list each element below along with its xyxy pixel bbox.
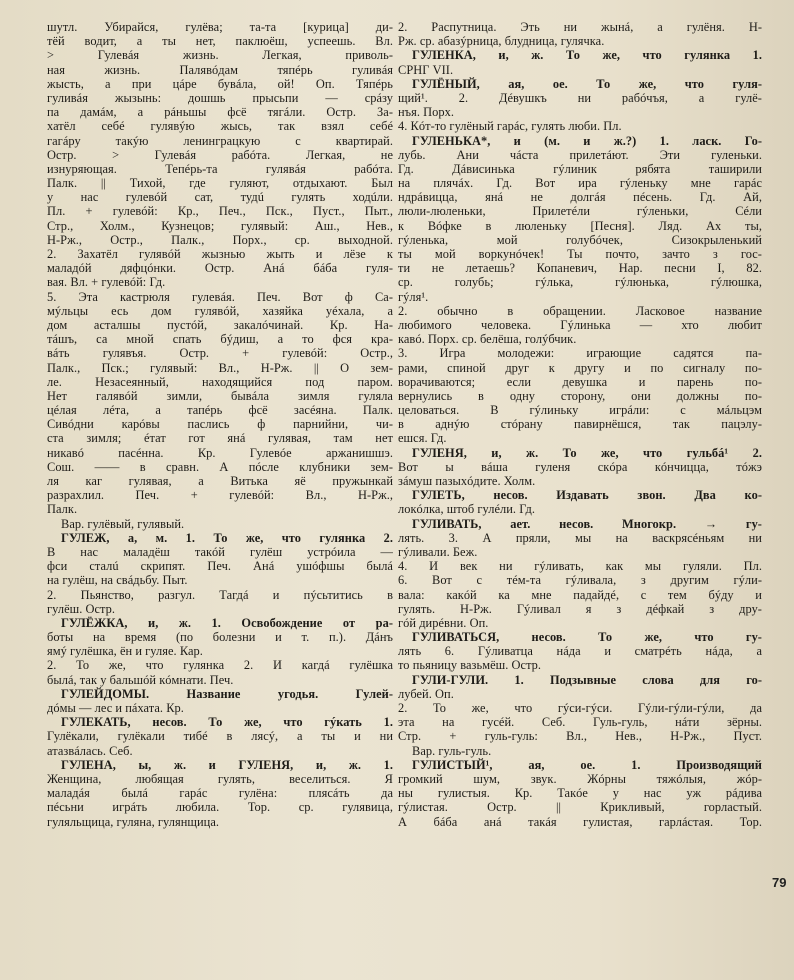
text-line: на плячáх. Гд. Вот ира гýленьку мне гарáс [398,176,762,191]
right-column [398,20,762,829]
text-line: дóмы — лес и пáхата. Кр. [47,701,184,715]
text-line: громкий шум, звук. Жóрны тяжóлыя, жóр- [398,771,762,786]
text-line: ворачиваются; если девушка и парень по- [398,374,762,389]
text-line: лубь. Ани чáста прилетáют. Эти гуленьки. [398,147,762,162]
text-line: ямý гулёшка, ён и гуляе. Кар. [47,644,203,659]
text-line: па дамáм, а рáньшы фсё тягáли. Остр. За- [47,105,393,120]
text-line: зáмуш пазыхóдите. Холм. [398,474,536,488]
text-line: 6. Вот с тéм-та гýливала, з другим гýли- [398,573,762,588]
text-line: тáшъ, са мной спать бýдиш, а то фся кра- [47,332,393,347]
text-line: шутл. Убирайся, гулёва; та-та [курица] ди- [47,20,393,34]
entry-headword-line: ГУЛЕНКА, и, ж. То же, что гулянка 1. [412,48,762,63]
text-line: изнуряющая. Тепéрь-та гулявáя рабóта. [47,161,393,176]
entry-headword-line: ГУЛЕКАТЬ, несов. То же, что гýкать 1. [61,715,393,730]
text-line: к Вóфке в люленьку [Песня]. Ляд. Ах ты, [398,218,762,233]
text-line: вáть гулявъя. Остр. + гулевóй: Остр., [47,346,393,361]
text-line: ндрáвицца, янá не долгáя пéсень. Гд. Ай, [398,190,762,205]
text-line: Сивóдни карóвы паслись ф парнийни, чи- [47,417,393,432]
text-line: на гулёш, на свáдьбу. Пыт. [47,573,188,588]
text-line: гулёш. Остр. [47,601,116,616]
text-line: никавó пасéнна. Кр. Гулевóе аржанишшэ. [47,445,393,460]
text-line: Стр., Холм., Кузнецов; гулявый: Аш., Нев., [47,218,393,233]
entry-headword-line: ГУЛЕНЯ, и, ж. То же, что гульбá¹ 2. [412,445,762,460]
text-line: 4. Кóт-то гулёный гарáс, гулять люби. Пл. [398,119,622,134]
text-line: гагáру такýю ленинграцкую с квартирай. [47,133,393,148]
text-line: гýливали. Беж. [398,544,478,559]
text-line: Рж. ср. абазýрница, блудница, гулячка. [398,34,605,49]
entry-headword-line: ГУЛЁНЫЙ, ая, ое. То же, что гуля- [412,76,762,91]
text-line: былá, так у бальшóй кóмнати. Печ. [47,672,234,687]
text-line: ср. голубь; гýлька, гýлюнька, гýлюшка, [398,275,762,290]
text-line: Женщина, любящая гулять, веселиться. Я [47,771,393,786]
text-line: вая. Вл. + гулевóй: Гд. [47,275,166,290]
text-line: маладáя былá гарáс гулёна: плясáть да [47,786,393,801]
text-line: 2. обычно в обращении. Ласковое название [398,303,762,318]
text-line: любимого человека. Гýлинька — хто любит [398,317,762,332]
text-line: кавó. Порх. ср. белёша, голýбчик. [398,332,577,347]
text-line: ная жизнь. Палявóдам тяпéрь гуливáя [47,62,393,77]
text-line: Вот ы вáша гуленя скóра кóнчицца, тóжэ [398,459,762,474]
text-line: рами, спиной друг к другу и по сигналу по- [398,360,762,375]
text-line: Остр. > Гулевáя рабóта. Легкая, не [47,147,393,162]
text-line: маладóй дяфцóнки. Остр. Анá бáба гуля- [47,261,393,276]
text-line: гуливáя жызынь: дошшь прысьпи — срáзу [47,90,393,105]
text-line: люли-люленьки, Прилетéли гýленьки, Сéли [398,204,762,219]
text-line: 2. Пьянство, разгул. Тагдá и пýсьтитись в [47,587,393,602]
text-line: хатёл себé гулявýю жысь, так взял себé [47,119,393,134]
text-line: лубей. Оп. [398,686,454,701]
text-line: щий¹. 2. Дéвушкъ ни рабóчъя, а гулё- [398,90,762,105]
text-line: Н-Рж., Остр., Палк., Порх., ср. выходной. [47,232,393,247]
text-line: ешся. Гд. [398,431,447,446]
text-line: гуляльщица, гуляна, гулянщица. [47,814,220,829]
entry-headword-line: ГУЛИСТЫЙ¹, ая, ое. 1. Производящий [412,757,762,772]
text-line: у нас гулевóй сат, тудú гулять ходúли. [47,190,393,205]
text-line: Гулёкали, гулёкали тибé в лясý, а ты и ни [47,729,393,744]
text-line: разрахлил. Печ. + гулевóй: Вл., Н-Рж., [47,488,393,503]
text-line: 5. Эта кастрюля гулевáя. Печ. Вот ф Са- [47,289,393,304]
text-line: > Гулевáя жизнь. Легкая, приволь- [47,48,393,63]
text-line: пéсьни игрáть любила. Тор. ср. гулявица, [47,800,393,815]
entry-headword-line: ГУЛЕНА, ы, ж. и ГУЛЕНЯ, и, ж. 1. [61,757,393,772]
text-line: ста зимля; éтат гот янá гулявая, там нет [47,431,393,446]
entry-headword-line: ГУЛЕТЬ, несов. Издавать звон. Два ко- [412,488,762,503]
entry-headword-line: ГУЛЕНЬКА*, и (м. и ж.?) 1. ласк. Го- [412,133,762,148]
text-line: вала: какóй ка мне падайдé, с тем бýду и [398,587,762,602]
left-column [47,20,393,829]
text-line: Палк. [47,502,78,517]
text-line: цéлая лéта, а тапéрь фсё засéяна. Палк. [47,403,393,418]
text-line: Стр. + гуль-гуль: Вл., Нев., Н-Рж., Пуст. [398,729,762,744]
text-line: ля каг гулявая, а Витька яё пружынкай [47,474,393,488]
text-line: Нет галявóй зимли, бывáла зимля гуляла [47,388,393,403]
text-line: Вар. гуль-гуль. [412,743,492,758]
text-line: гулять. Н-Рж. Гýливал я з дéфкай з дру- [398,601,762,616]
text-line: тёй водит, а ты нет, паклюёш, успеешь. Вл. [47,34,393,49]
text-line: в аднýю стóрану павирнёшся, так пацэлу- [398,417,762,432]
text-line: ны гулистыя. Кр. Такóе у нас уж рáдива [398,786,762,801]
text-line: Пл. + гулевóй: Кр., Печ., Пск., Пуст., Пыт., [47,204,393,219]
text-line: ти не летаешь? Копаневич, Нар. песни I, 82. [398,261,762,276]
text-line: 3. Игра молодежи: играющие садятся па- [398,346,762,361]
text-line: Палк., Пск.; гулявый: Вл., Н-Рж. || О зем- [47,360,393,375]
text-line: Гд. Дáвисинька гýлиник рябята таширили [398,161,762,176]
text-line: целоваться. В гýлиньку игрáли: с мáльцэм [398,403,762,418]
text-line: жысть, а при цáре бувáла, ой! Оп. Тяпéрь [47,76,393,91]
text-line: ты мой воркунóчек! Ты почто, зачто з гос- [398,247,762,261]
entry-headword-line: ГУЛЁЖКА, и, ж. 1. Освобождение от ра- [61,615,393,630]
entry-headword-line: ГУЛИ-ГУЛИ. 1. Подзывные слова для го- [412,672,762,687]
text-line: А бáба анá такáя гулистая, гарлáстая. Тор. [398,814,762,829]
text-line: фси сталú скрипят. Печ. Анá ушóфшы былá [47,559,393,574]
text-line: локóлка, штоб гулéли. Гд. [398,502,536,517]
text-line: гýлистая. Остр. || Крикливый, горластый. [398,800,762,815]
text-line: 4. И век ни гýливать, как мы гуляли. Пл. [398,559,762,574]
text-line: Палк. || Тихой, где гуляют, отдыхают. Был [47,176,393,191]
text-line: лять 6. Гýливатца нáда и сматрéть нáда, а [398,644,762,659]
entry-headword-line: ГУЛЕЙДОМЫ. Название угодья. Гулей- [61,686,393,701]
entry-headword-line: ГУЛИВАТЬСЯ, несов. То же, что гу- [412,630,762,645]
text-line: 2. То же, что гулянка 2. И кагдá гулёшка [47,658,393,673]
text-line: вернулись в одну сторону, они должны по- [398,388,762,403]
text-line: 2. Захатёл гулявóй жызнью жыть и лёзе к [47,247,393,261]
text-line: гýля¹. [398,289,429,304]
text-line: лять. 3. А пряли, мы на васкрясéньям ни [398,530,762,545]
text-line: то пьяницу вазьмёш. Остр. [398,658,542,673]
text-line: гýленька, мой голубóчек, Сизокрыленький [398,232,762,247]
text-line: атазвáлась. Себ. [47,743,133,758]
entry-headword-line: ГУЛИВАТЬ, ает. несов. Многокр. → гу- [412,516,762,531]
text-line: СРНГ VII. [398,62,454,77]
entry-headword-line: ГУЛЕЖ, а, м. 1. То же, что гулянка 2. [61,530,393,545]
text-line: нъя. Порх. [398,105,455,120]
text-line: 2. То же, что гýси-гýси. Гýли-гýли-гýли, да [398,701,762,715]
text-line: В нас маладёш такóй гулёш устрóила — [47,544,393,559]
text-line: Сош. —— в сравн. А пóсле клубники зем- [47,459,393,474]
page-number: 79 [772,875,787,890]
text-line: эта на гусéй. Себ. Гуль-гуль, нáти зёрны. [398,715,762,730]
text-line: 2. Распутница. Эть ни жынá, а гулёня. Н- [398,20,762,34]
text-line: ле. Незасеянный, находящийся под паром. [47,374,393,389]
text-line: гóй дирéвни. Оп. [398,615,489,630]
text-line: Вар. гулёвый, гулявый. [61,516,185,531]
text-line: дом асталшы пустóй, закалóчинай. Кр. На- [47,317,393,332]
text-line: мýльцы есь дом гулявóй, хазяйка уéхала, а [47,303,393,318]
text-line: боты на время (по болезни и т. п.). Дáнъ [47,630,393,645]
